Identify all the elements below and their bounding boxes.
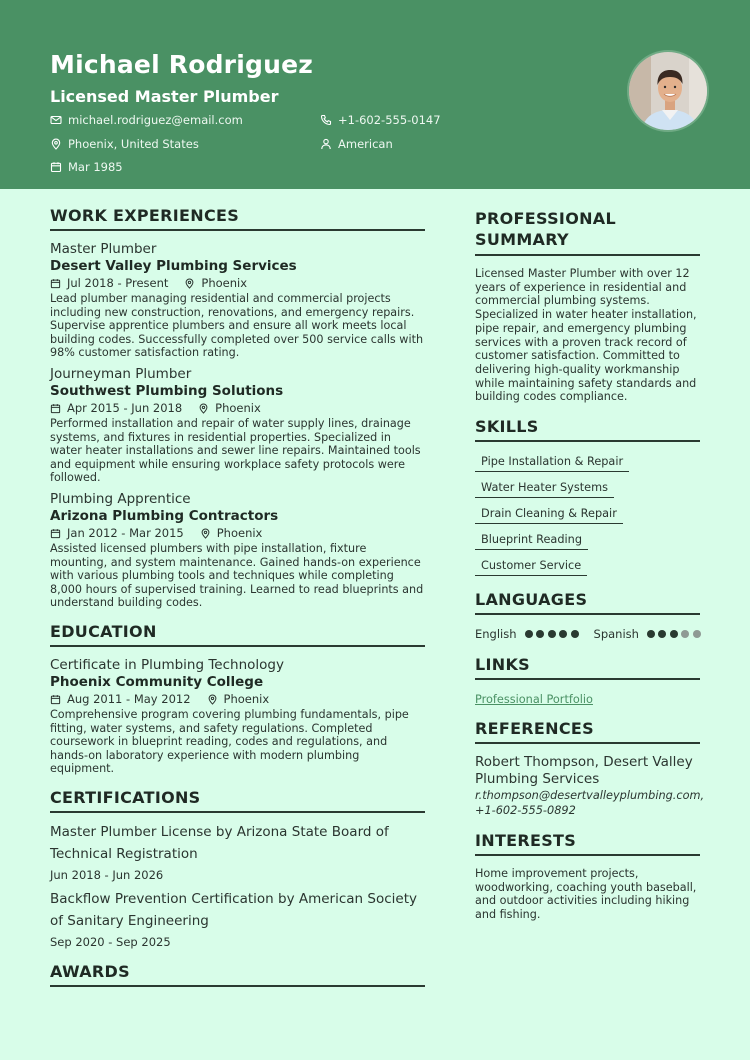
interests-section-title: INTERESTS [475,831,700,856]
location-pin-icon [184,278,195,289]
portfolio-link[interactable]: Professional Portfolio [475,693,593,707]
resume-header [0,0,750,189]
education-degree: Certificate in Plumbing Technology [50,656,284,673]
certification-name: Master Plumber License by Arizona State Board of Technical Registration [50,823,389,863]
location-pin-icon [207,694,218,705]
calendar-icon [50,403,61,414]
nationality-contact [320,137,393,151]
reference-phone: +1-602-555-0892 [475,804,576,818]
job-description: Performed installation and repair of water supply lines, drainage systems, and fixtures in residential properties. Specialized in water heater installations and sewer line repairs. Maintained tools and equipment while ensuring workplace safety protocols were followed. [50,416,421,485]
phone-contact[interactable] [320,113,441,127]
language-name: Spanish [593,627,639,642]
level-dot [548,630,556,638]
language-name: English [475,627,517,642]
level-dot [559,630,567,638]
certification-item [50,821,425,883]
education-meta [50,692,425,707]
mail-icon [50,114,62,126]
job-role: Plumbing Apprentice [50,490,191,507]
job-description: Lead plumber managing residential and commercial projects including new construction, renovations, and emergency repairs. Supervise apprentice plumbers and ensure all work meets local building codes. Successfully completed over 500 service calls with 98% customer satisfaction rating. [50,292,424,360]
right-column [475,208,705,922]
references-section-title: REFERENCES [475,719,700,744]
level-dot [525,630,533,638]
job-location: Phoenix [201,276,248,290]
awards-section-title: AWARDS [50,962,425,987]
job-dates: Jul 2018 - Present [67,276,169,290]
summary-text: Licensed Master Plumber with over 12 years of experience in residential and commercial plumbing systems. Specialized in water heater installation, pipe repair, and emergency plumbing services with a proven track record of customer satisfaction. Committed to delivering high-quality workmanship while maintaining safety standards and building codes compliance. [475,267,697,404]
reference-name: Robert Thompson, Desert Valley Plumbing Services [475,754,693,788]
job-description: Assisted licensed plumbers with pipe installation, fixture mounting, and system maintenance. Gained hands-on experience with various plumbing tools and techniques while completing 8,000 hours of supervised training. Learned to read blueprints and understand building codes. [50,541,424,610]
language-level-spanish [647,630,701,638]
certification-dates: Sep 2020 - Sep 2025 [50,934,171,949]
work-item [50,366,425,485]
skill-tag: Drain Cleaning & Repair [475,507,623,524]
level-dot [670,630,678,638]
location-contact [50,137,199,151]
phone-icon [320,114,332,126]
work-item [50,491,425,610]
level-dot [693,630,701,638]
languages-row [475,627,700,641]
certifications-section-title: CERTIFICATIONS [50,788,425,813]
level-dot [536,630,544,638]
calendar-icon [50,694,61,705]
job-company: Desert Valley Plumbing Services [50,258,297,274]
certification-item [50,888,425,950]
level-dot [681,630,689,638]
location-pin-icon [50,138,62,150]
skill-tag: Customer Service [475,559,587,576]
job-role: Master Plumber [50,241,157,257]
interests-text: Home improvement projects, woodworking, coaching youth baseball, and outdoor activities including hiking and fishing. [475,867,697,922]
location-pin-icon [198,403,209,414]
links-section-title: LINKS [475,655,700,680]
job-company: Southwest Plumbing Solutions [50,382,284,399]
job-meta [50,526,425,541]
job-location: Phoenix [215,400,261,415]
education-description: Comprehensive program covering plumbing fundamentals, pipe fitting, water systems, and safety regulations. Completed coursework in blueprint reading, codes and regulations, and hands-on laboratory experience with modern plumbing equipment. [50,707,409,776]
phone-text: +1-602-555-0147 [338,113,441,127]
languages-section-title: LANGUAGES [475,590,700,615]
skill-tag: Pipe Installation & Repair [475,455,629,472]
job-role: Journeyman Plumber [50,365,192,382]
candidate-title: Licensed Master Plumber [50,87,279,106]
job-meta [50,401,425,416]
job-location: Phoenix [216,525,263,540]
level-dot [658,630,666,638]
work-item [50,241,425,360]
skill-tag: Water Heater Systems [475,481,614,498]
birth-text: Mar 1985 [68,160,123,174]
job-company: Arizona Plumbing Contractors [50,507,279,524]
reference-email: r.thompson@desertvalleyplumbing.com, [475,789,705,803]
education-school: Phoenix Community College [50,673,264,690]
job-dates: Apr 2015 - Jun 2018 [67,400,183,415]
location-pin-icon [200,528,211,539]
skill-tag: Blueprint Reading [475,533,588,550]
nationality-text: American [338,137,393,151]
level-dot [647,630,655,638]
education-section-title: EDUCATION [50,622,425,647]
avatar [627,50,709,132]
education-location: Phoenix [223,691,270,706]
job-dates: Jan 2012 - Mar 2015 [67,525,184,540]
email-text: michael.rodriguez@email.com [68,113,243,127]
profile-photo [629,52,709,132]
birth-contact [50,160,123,174]
calendar-icon [50,278,61,289]
language-level-english [525,630,579,638]
email-contact[interactable] [50,113,243,127]
education-item [50,657,425,776]
skills-list [475,450,700,580]
work-section-title: WORK EXPERIENCES [50,206,425,231]
education-dates: Aug 2011 - May 2012 [67,691,191,706]
left-column [50,206,425,987]
location-text: Phoenix, United States [68,137,199,151]
certification-dates: Jun 2018 - Jun 2026 [50,867,164,882]
calendar-icon [50,161,62,173]
level-dot [571,630,579,638]
calendar-icon [50,528,61,539]
skills-section-title: SKILLS [475,417,700,442]
job-meta [50,276,425,291]
certification-name: Backflow Prevention Certification by American Society of Sanitary Engineering [50,890,417,930]
person-icon [320,138,332,150]
summary-section-title: PROFESSIONAL SUMMARY [475,208,700,256]
candidate-name: Michael Rodriguez [50,50,313,79]
